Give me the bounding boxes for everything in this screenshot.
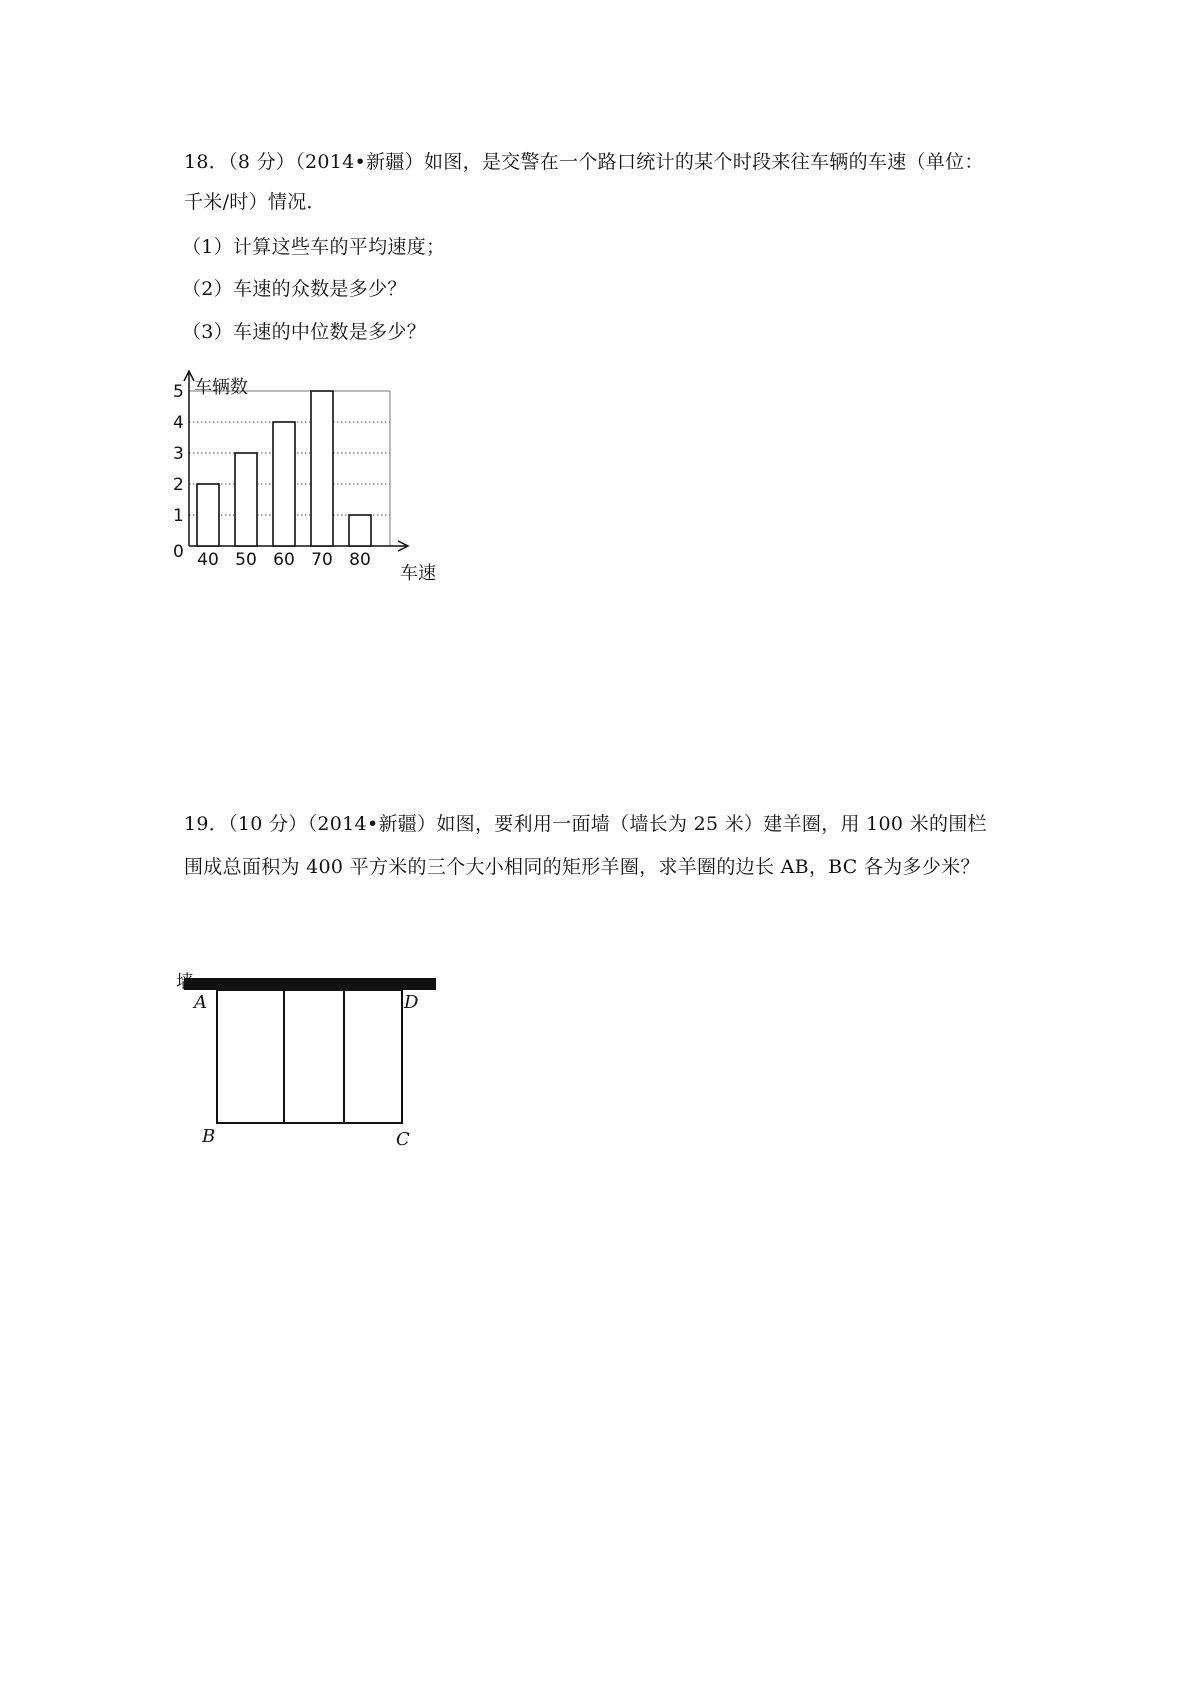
chart-x-tick-labels [197,550,371,570]
y-axis-label: 车辆数 [194,377,248,398]
point-c-label: C [396,1129,410,1150]
chart-y-tick-labels [173,382,184,562]
point-a-label: A [194,992,207,1013]
x-tick-label: 80 [349,550,371,570]
q18-stem-line2: 千米/时）情况． [184,191,326,213]
q19-stem-line1: 19．（10 分）（2014•新疆）如图，要利用一面墙（墙长为 25 米）建羊圈，用 100 米的围栏 [184,813,987,835]
x-tick-label: 50 [235,550,257,570]
bar-80 [349,515,371,546]
wall-label: 墙 [176,972,194,993]
y-tick-label: 1 [173,506,184,526]
sheep-pen-figure [176,962,436,1162]
bar-70 [311,391,333,546]
chart-bars [197,391,371,546]
x-axis-label: 车速 [400,563,436,584]
y-tick-label: 5 [173,382,184,402]
y-tick-label: 3 [173,444,184,464]
x-tick-label: 60 [273,550,295,570]
y-tick-label: 2 [173,475,184,495]
y-tick-label: 0 [173,542,184,562]
pen-outline [217,990,402,1123]
q19-stem-line2: 围成总面积为 400 平方米的三个大小相同的矩形羊圈，求羊圈的边长 AB，BC 各为多少米？ [184,856,980,878]
x-tick-label: 40 [197,550,219,570]
vehicle-speed-bar-chart [170,377,460,585]
x-tick-label: 70 [311,550,333,570]
q18-stem-line1: 18．（8 分）（2014•新疆）如图，是交警在一个路口统计的某个时段来往车辆的车速（单位： [184,151,984,173]
q18-part2: （2）车速的众数是多少？ [182,278,407,300]
y-tick-label: 4 [173,413,184,433]
q18-part3: （3）车速的中位数是多少？ [182,321,426,343]
bar-40 [197,484,219,546]
bar-60 [273,422,295,546]
point-b-label: B [202,1126,216,1147]
point-d-label: D [404,992,419,1013]
q18-part1: （1）计算这些车的平均速度； [182,236,446,258]
wall-bar [184,978,436,990]
bar-50 [235,453,257,546]
